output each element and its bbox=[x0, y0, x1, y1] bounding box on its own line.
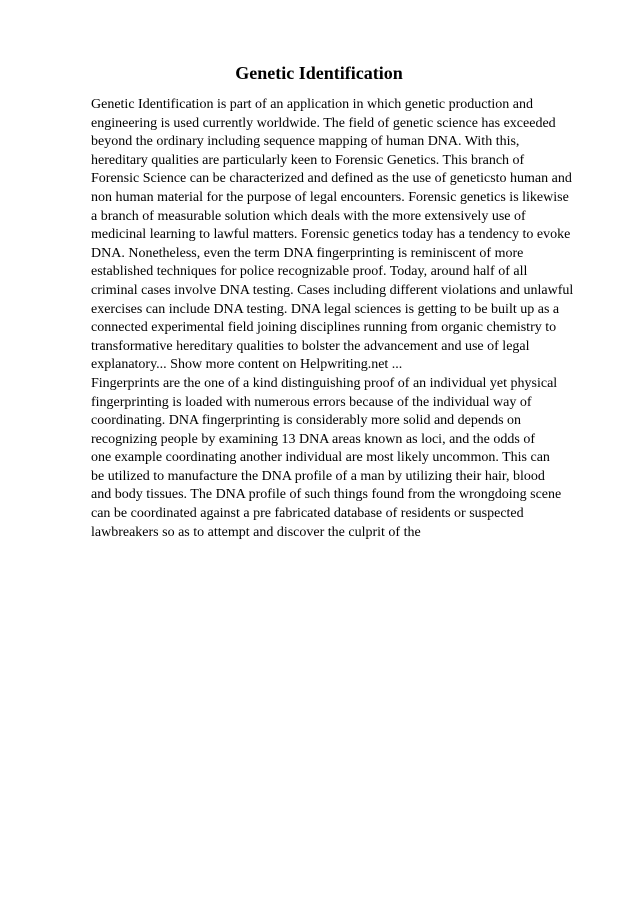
body-line: a branch of measurable solution which deals with the more extensively use of bbox=[91, 208, 526, 224]
body-line: Genetic Identification is part of an application in which genetic production and bbox=[91, 97, 534, 112]
body-line: criminal cases involve DNA testing. Cases including different violations and unlawful bbox=[91, 282, 574, 298]
body-line: medicinal learning to lawful matters. Forensic genetics today has a tendency to evoke bbox=[91, 227, 571, 243]
body-line: recognizing people by examining 13 DNA areas known as loci, and the odds of bbox=[91, 431, 536, 447]
body-line: established techniques for police recognizable proof. Today, around half of all bbox=[91, 264, 528, 280]
body-line: and body tissues. The DNA profile of such things found from the wrongdoing scene bbox=[91, 487, 562, 503]
body-line: connected experimental field joining disciplines running from organic chemistry to bbox=[91, 320, 557, 336]
body-line: transformative hereditary qualities to bolster the advancement and use of legal bbox=[91, 338, 530, 354]
body-line: fingerprinting is loaded with numerous errors because of the individual way of bbox=[91, 394, 532, 410]
body-line: non human material for the purpose of legal encounters. Forensic genetics is likewise bbox=[91, 189, 569, 205]
body-line: Forensic Science can be characterized and defined as the use of geneticsto human and bbox=[91, 171, 572, 187]
body-line: lawbreakers so as to attempt and discover the culprit of the bbox=[91, 524, 421, 540]
body-line: DNA. Nonetheless, even the term DNA fingerprinting is reminiscent of more bbox=[91, 245, 524, 261]
body-line: engineering is used currently worldwide. The field of genetic science has exceeded bbox=[91, 115, 556, 131]
body-line: exercises can include DNA testing. DNA legal sciences is getting to be built up as a bbox=[91, 301, 560, 317]
body-line: coordinating. DNA fingerprinting is considerably more solid and depends on bbox=[91, 413, 522, 429]
document-title: Genetic Identification bbox=[235, 63, 403, 83]
body-line: explanatory... Show more content on Helpwriting.net ... bbox=[91, 357, 403, 373]
body-line: can be coordinated against a pre fabricated database of residents or suspected bbox=[91, 506, 524, 522]
body-line: hereditary qualities are particularly keen to Forensic Genetics. This branch of bbox=[91, 152, 525, 168]
body-line: one example coordinating another individual are most likely uncommon. This can bbox=[91, 450, 550, 466]
body-line: Fingerprints are the one of a kind distinguishing proof of an individual yet physical bbox=[91, 375, 558, 391]
body-line: be utilized to manufacture the DNA profile of a man by utilizing their hair, blood bbox=[91, 468, 545, 484]
document-body bbox=[91, 96, 631, 542]
body-line: beyond the ordinary including sequence mapping of human DNA. With this, bbox=[91, 134, 520, 150]
